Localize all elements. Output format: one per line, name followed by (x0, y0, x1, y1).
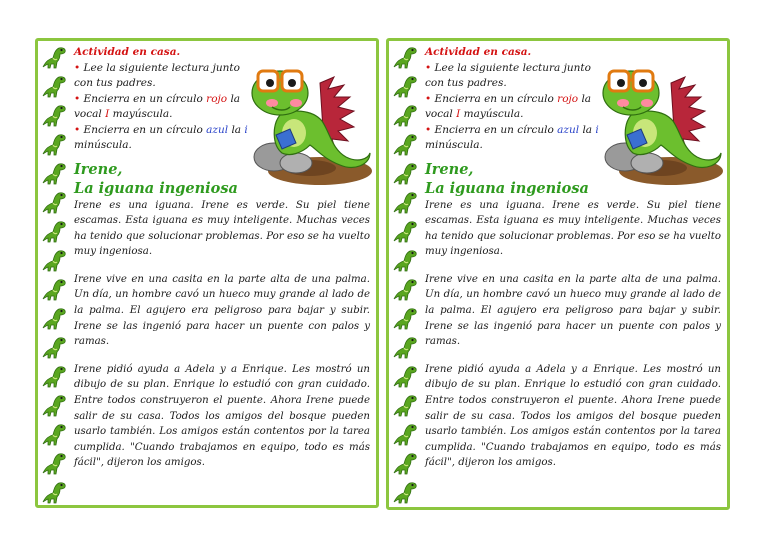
dinosaur-icon (40, 335, 68, 361)
border-decoration (391, 43, 421, 505)
dinosaur-icon (391, 132, 419, 158)
worksheet-content (74, 45, 370, 501)
dinosaur-icon (40, 306, 68, 332)
dinosaur-icon (40, 277, 68, 303)
dinosaur-icon (391, 161, 419, 187)
instruction-2: • Encierra en un círculo rojo la vocal I mayúscula. (74, 92, 241, 120)
dinosaur-icon (391, 451, 419, 477)
dinosaur-icon (391, 480, 419, 506)
story-title: Irene, La iguana ingeniosa (425, 160, 589, 197)
dinosaur-icon (40, 103, 68, 129)
dinosaur-icon (391, 277, 419, 303)
story-title: Irene, La iguana ingeniosa (74, 160, 238, 197)
dinosaur-icon (40, 132, 68, 158)
worksheet-card-left (35, 38, 379, 508)
instructions (425, 45, 601, 154)
dinosaur-icon (391, 335, 419, 361)
dinosaur-icon (40, 74, 68, 100)
instruction-2: • Encierra en un círculo rojo la vocal I mayúscula. (425, 92, 592, 120)
dinosaur-icon (40, 451, 68, 477)
dinosaur-icon (40, 45, 68, 71)
instructions-title: Actividad en casa. (425, 46, 532, 58)
instructions (74, 45, 250, 154)
worksheet-content (425, 45, 721, 503)
dinosaur-icon (40, 219, 68, 245)
dinosaur-icon (40, 161, 68, 187)
dinosaur-icon (40, 393, 68, 419)
story-paragraph: Irene pidió ayuda a Adela y a Enrique. Les mostró un dibujo de su plan. Enrique lo estudió con gran cuidado. Entre todos construyeron el puente. Ahora Irene puede salir de su casa. Todos los amigos del bosque pueden usarlo también. Los amigos están contentos por la tarea cumplida. "Cuando trabajamos en equipo, todo es más fácil", dijeron los amigos. (425, 363, 721, 469)
story-paragraph: Irene pidió ayuda a Adela y a Enrique. Les mostró un dibujo de su plan. Enrique lo estudió con gran cuidado. Entre todos construyeron el puente. Ahora Irene puede salir de su casa. Todos los amigos del bosque pueden usarlo también. Los amigos están contentos por la tarea cumplida. "Cuando trabajamos en equipo, todo es más fácil", dijeron los amigos. (74, 363, 370, 469)
dinosaur-icon (391, 219, 419, 245)
dinosaur-icon (391, 306, 419, 332)
story-paragraph: Irene vive en una casita en la parte alta de una palma. Un día, un hombre cavó un hueco muy grande al lado de la palma. El agujero era peligroso para bajar y subir. Irene se las ingenió para hacer un puente con palos y ramas. (74, 273, 370, 348)
dinosaur-icon (391, 248, 419, 274)
dinosaur-icon (40, 480, 68, 506)
story-paragraph: Irene es una iguana. Irene es verde. Su piel tiene escamas. Esta iguana es muy inteligente. Muchas veces ha tenido que solucionar problemas. Por eso se ha vuelto muy ingeniosa. (425, 199, 721, 258)
dinosaur-icon (391, 74, 419, 100)
instruction-1: • Lee la siguiente lectura junto con tus padres. (74, 61, 240, 89)
story-paragraph: Irene es una iguana. Irene es verde. Su piel tiene escamas. Esta iguana es muy inteligente. Muchas veces ha tenido que solucionar problemas. Por eso se ha vuelto muy ingeniosa. (74, 199, 370, 258)
dinosaur-icon (391, 393, 419, 419)
dinosaur-icon (391, 45, 419, 71)
dinosaur-icon (40, 422, 68, 448)
dinosaur-icon (391, 422, 419, 448)
dinosaur-icon (40, 248, 68, 274)
instructions-title: Actividad en casa. (74, 46, 181, 58)
worksheet-card-right (386, 38, 730, 510)
story-paragraph: Irene vive en una casita en la parte alta de una palma. Un día, un hombre cavó un hueco muy grande al lado de la palma. El agujero era peligroso para bajar y subir. Irene se las ingenió para hacer un puente con palos y ramas. (425, 273, 721, 348)
instruction-3: • Encierra en un círculo azul la i minúscula. (425, 123, 599, 151)
dinosaur-icon (40, 364, 68, 390)
dinosaur-icon (391, 364, 419, 390)
border-decoration (40, 43, 70, 503)
dinosaur-icon (40, 190, 68, 216)
dinosaur-icon (391, 190, 419, 216)
instruction-3: • Encierra en un círculo azul la i minúscula. (74, 123, 248, 151)
instruction-1: • Lee la siguiente lectura junto con tus padres. (425, 61, 591, 89)
dinosaur-icon (391, 103, 419, 129)
